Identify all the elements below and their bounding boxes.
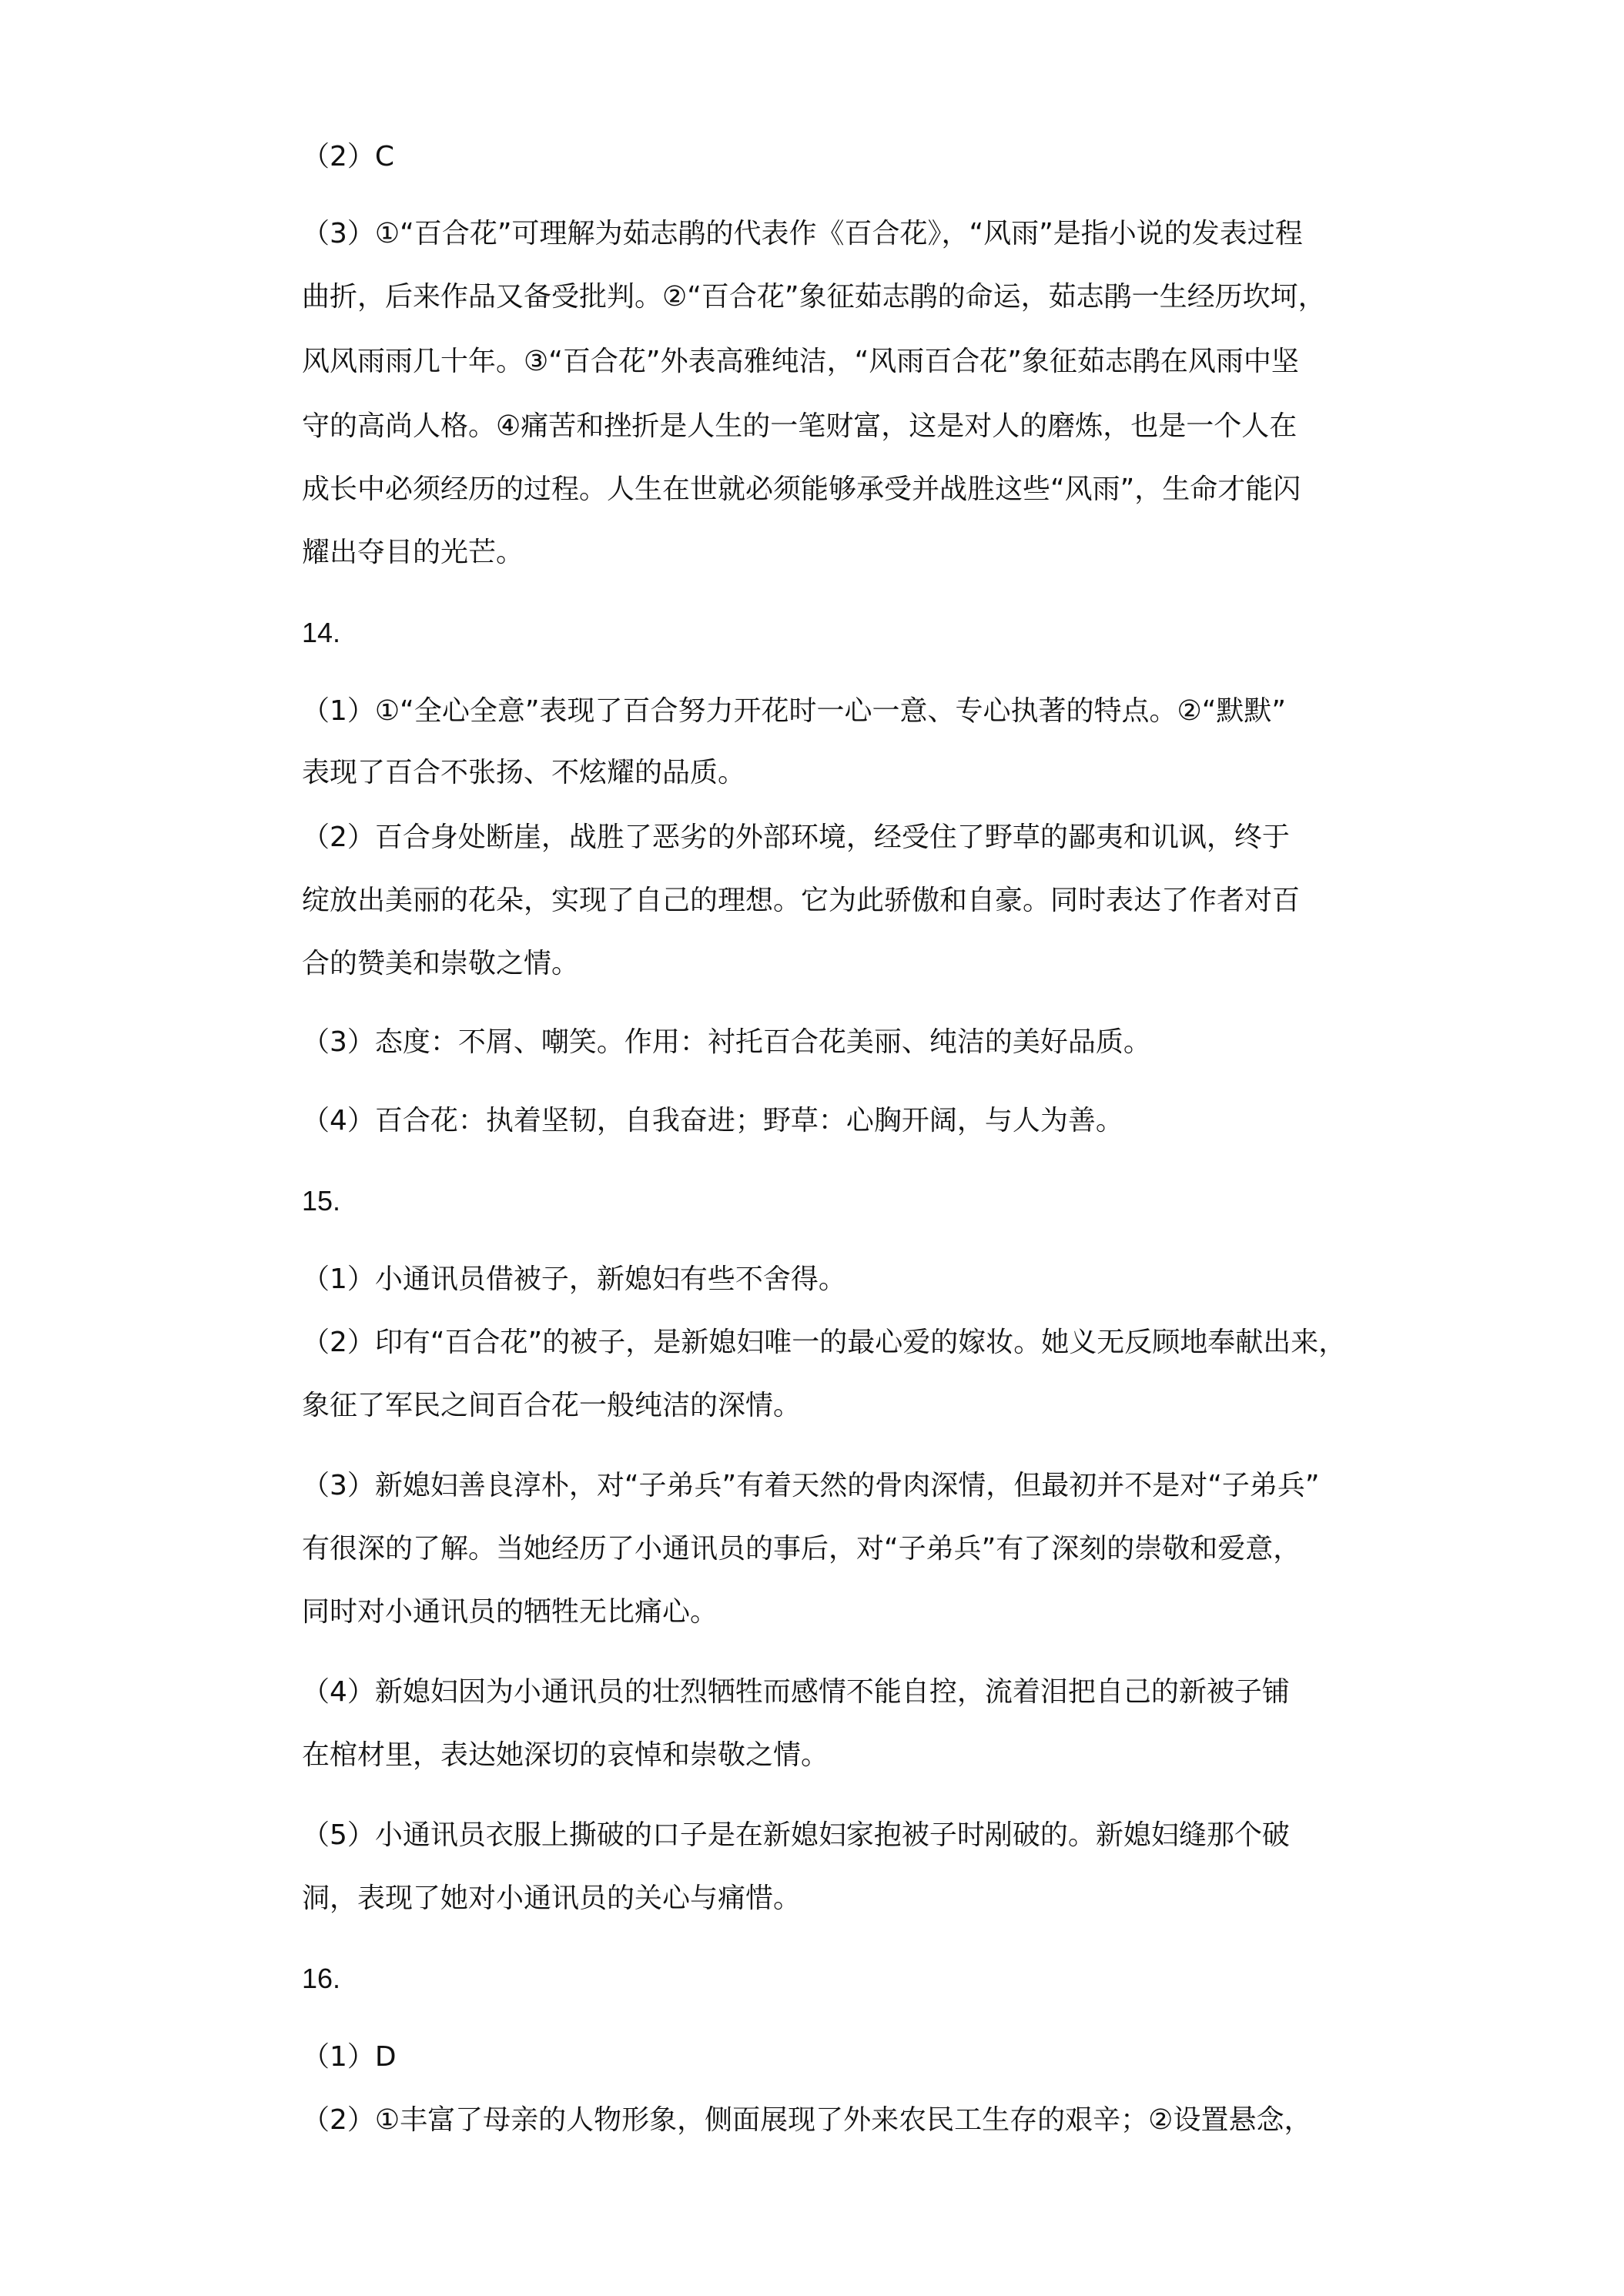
q15-part2-line: （2）印有“百合花”的被子，是新媳妇唯一的最心爱的嫁妆。她义无反顾地奉献出来，: [302, 1327, 1347, 1358]
question-number-14: 14.: [302, 617, 341, 648]
question-number-16: 16.: [302, 1963, 341, 1994]
q15-part4-line: 在棺材里，表达她深切的哀悼和崇敬之情。: [302, 1739, 829, 1771]
q13-part3-line: 守的高尚人格。④痛苦和挫折是人生的一笔财富，这是对人的磨炼，也是一个人在: [302, 410, 1298, 442]
q14-part2-line: 合的赞美和崇敬之情。: [302, 948, 580, 979]
q13-part3-line: 耀出夺目的光芒。: [302, 537, 524, 568]
q16-part2-line: （2）①丰富了母亲的人物形象，侧面展现了外来农民工生存的艰辛；②设置悬念，: [302, 2104, 1312, 2136]
q13-part3-line: 曲折，后来作品又备受批判。②“百合花”象征茹志鹃的命运，茹志鹃一生经历坎坷，: [302, 281, 1326, 313]
q15-part2-line: 象征了军民之间百合花一般纯洁的深情。: [302, 1390, 802, 1421]
q15-part3-line: （3）新媳妇善良淳朴，对“子弟兵”有着天然的骨肉深情，但最初并不是对“子弟兵”: [302, 1470, 1320, 1501]
q15-part3-line: 同时对小通讯员的牺牲无比痛心。: [302, 1596, 718, 1628]
q15-part1: （1）小通讯员借被子，新媳妇有些不舍得。: [302, 1263, 846, 1295]
q14-part2-line: （2）百合身处断崖，战胜了恶劣的外部环境，经受住了野草的鄙夷和讥讽，终于: [302, 822, 1290, 853]
q15-part3-line: 有很深的了解。当她经历了小通讯员的事后，对“子弟兵”有了深刻的崇敬和爱意，: [302, 1533, 1301, 1565]
q14-part1-line: 表现了百合不张扬、不炫耀的品质。: [302, 757, 746, 788]
q13-part3-line: （3）①“百合花”可理解为茹志鹃的代表作《百合花》，“风雨”是指小说的发表过程: [302, 218, 1303, 249]
q13-part3-line: 风风雨雨几十年。③“百合花”外表高雅纯洁，“风雨百合花”象征茹志鹃在风雨中坚: [302, 346, 1299, 377]
q14-part2-line: 绽放出美丽的花朵，实现了自己的理想。它为此骄傲和自豪。同时表达了作者对百: [302, 885, 1301, 916]
q15-part5-line: 洞，表现了她对小通讯员的关心与痛惜。: [302, 1883, 802, 1914]
q16-part1: （1）D: [302, 2041, 397, 2073]
question-number-15: 15.: [302, 1185, 341, 1217]
q13-part3-line: 成长中必须经历的过程。人生在世就必须能够承受并战胜这些“风雨”，生命才能闪: [302, 474, 1301, 505]
q15-part4-line: （4）新媳妇因为小通讯员的壮烈牺牲而感情不能自控，流着泪把自己的新被子铺: [302, 1676, 1290, 1708]
q14-part3: （3）态度：不屑、嘲笑。作用：衬托百合花美丽、纯洁的美好品质。: [302, 1026, 1151, 1058]
q13-part2: （2）C: [302, 141, 395, 172]
q14-part4: （4）百合花：执着坚韧，自我奋进；野草：心胸开阔，与人为善。: [302, 1105, 1123, 1136]
q14-part1-line: （1）①“全心全意”表现了百合努力开花时一心一意、专心执著的特点。②“默默”: [302, 695, 1287, 727]
q15-part5-line: （5）小通讯员衣服上撕破的口子是在新媳妇家抱被子时剐破的。新媳妇缝那个破: [302, 1819, 1290, 1851]
